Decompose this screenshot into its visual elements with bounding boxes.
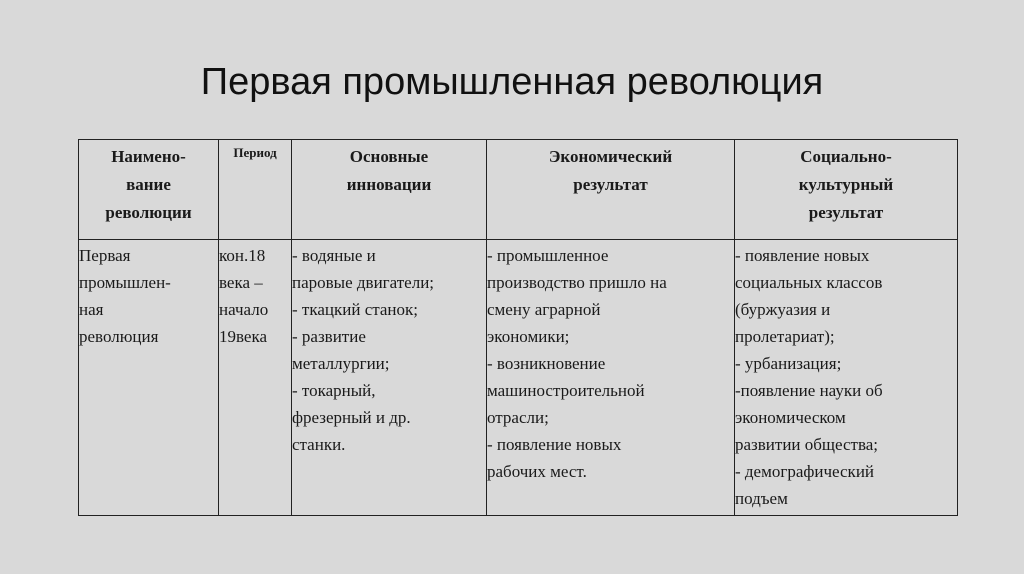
header-name: Наимено- вание революции xyxy=(79,140,219,240)
cell-economic: - промышленное производство пришло на смену аграрной экономики; - возникновение машиностроительной отрасли; - появление новых рабочих мест. xyxy=(487,240,735,516)
header-period: Период xyxy=(219,140,292,240)
header-social: Социально- культурный результат xyxy=(735,140,958,240)
cell-innovations: - водяные и паровые двигатели; - ткацкий станок; - развитие металлургии; - токарный, фрезерный и др. станки. xyxy=(292,240,487,516)
cell-name: Первая промышлен- ная революция xyxy=(79,240,219,516)
table-row xyxy=(79,240,958,516)
cell-social: - появление новых социальных классов (буржуазия и пролетариат); - урбанизация; -появление науки об экономическом развитии общества; - демографический подъем xyxy=(735,240,958,516)
page-title: Первая промышленная революция xyxy=(200,61,824,103)
header-economic: Экономический результат xyxy=(487,140,735,240)
revolution-table xyxy=(78,139,958,516)
header-innovations: Основные инновации xyxy=(292,140,487,240)
table-header-row xyxy=(79,140,958,240)
cell-period: кон.18 века – начало 19века xyxy=(219,240,292,516)
